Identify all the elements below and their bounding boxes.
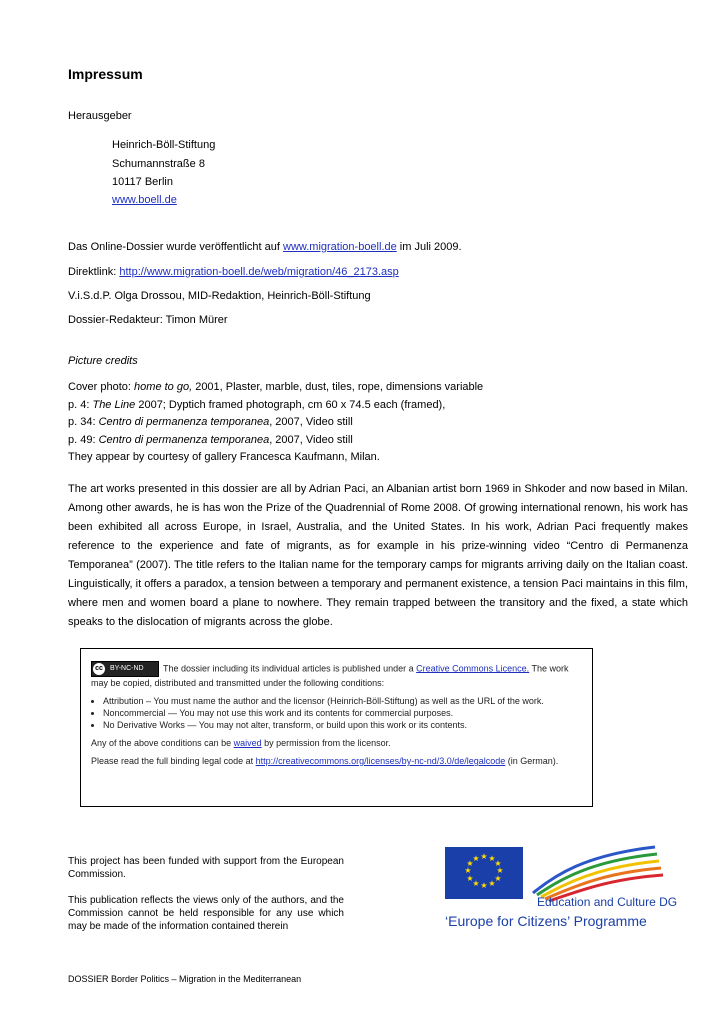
online-prefix: Das Online-Dossier wurde veröffentlicht auf (68, 241, 284, 253)
credit-line (68, 397, 483, 415)
visdp-line: V.i.S.d.P. Olga Drossou, MID-Redaktion, Heinrich-Böll-Stiftung (68, 290, 371, 302)
license-condition: • Attribution – You must name the author and the licensor (Heinrich-Böll-Stiftung) as well as the URL of the work. (103, 695, 582, 707)
svg-text:★: ★ (488, 854, 496, 863)
svg-text:★: ★ (480, 881, 488, 890)
credit-rest: , 2007, Video still (269, 433, 353, 446)
credit-line (68, 379, 483, 397)
direct-prefix: Direktlink: (68, 266, 120, 278)
eu-logo (445, 845, 685, 935)
credit-prefix: p. 34: (68, 416, 99, 428)
svg-text:★: ★ (464, 866, 472, 875)
credit-prefix: p. 4: (68, 398, 93, 411)
credit-rest: 2001, Plaster, marble, dust, tiles, rope, dimensions variable (192, 381, 484, 393)
credit-work: Centro di permanenza temporanea (98, 416, 270, 428)
online-suffix: im Juli 2009. (396, 241, 462, 253)
svg-text:★: ★ (494, 874, 502, 883)
legalcode-link[interactable]: http://creativecommons.org/licenses/by-nc-nd/3.0/de/legalcode (255, 756, 506, 766)
publisher-name: Heinrich-Böll-Stiftung (112, 139, 216, 151)
online-line (68, 240, 462, 254)
page-title: Impressum (68, 66, 143, 82)
creative-commons-link[interactable]: Creative Commons Licence. (416, 663, 530, 674)
credits-courtesy: They appear by courtesy of gallery Francesca Kaufmann, Milan. (68, 451, 380, 463)
credits-list (68, 379, 483, 467)
funding-statement: This project has been funded with support from the European Commission. (68, 856, 344, 880)
credit-rest: 2007; Dyptich framed photograph, cm 60 x 74.5 each (framed), (135, 398, 446, 411)
svg-text:★: ★ (488, 879, 496, 888)
editor-line: Dossier-Redakteur: Timon Mürer (68, 314, 228, 326)
credit-line (68, 432, 483, 450)
svg-text:★: ★ (466, 874, 474, 883)
credit-work: Centro di permanenza temporanea (98, 433, 270, 446)
license-legal: Please read the full binding legal code at http://creativecommons.org/licenses/by-nc-nd/3.0/de/legalcode (in German). (91, 756, 559, 766)
eu-programme-label: ‘Europe for Citizens’ Programme (445, 913, 647, 929)
svg-text:★: ★ (466, 859, 474, 868)
credits-heading: Picture credits (68, 355, 138, 367)
waived-link[interactable]: waived (233, 738, 262, 748)
credit-line (68, 414, 483, 432)
eu-dg-label: Education and Culture DG (537, 895, 678, 909)
svg-text:★: ★ (496, 866, 504, 875)
credit-work: home to go, (134, 381, 193, 393)
publisher-city: 10117 Berlin (112, 176, 173, 188)
svg-text:★: ★ (472, 854, 480, 863)
publisher-url-link[interactable]: www.boell.de (112, 194, 177, 206)
direct-url-link[interactable]: http://www.migration-boell.de/web/migration/46_2173.asp (119, 266, 399, 278)
publisher-street: Schumannstraße 8 (112, 158, 205, 170)
svg-text:★: ★ (494, 859, 502, 868)
svg-text:★: ★ (472, 879, 480, 888)
license-box (80, 648, 593, 807)
funding-disclaimer: This publication reflects the views only of the authors, and the Commission cannot be held responsible for any use which may be made of the information contained therein (68, 895, 344, 932)
credit-prefix: Cover photo: (68, 381, 135, 393)
credit-work: The Line (92, 398, 136, 411)
credit-rest: , 2007, Video still (269, 416, 353, 428)
credit-prefix: p. 49: (68, 433, 99, 446)
cc-license-badge-icon[interactable]: cc BY-NC-ND (91, 661, 159, 677)
online-url-link[interactable]: www.migration-boell.de (283, 241, 397, 253)
svg-text:★: ★ (480, 852, 488, 861)
license-condition: • No Derivative Works — You may not alter, transform, or build upon this work or its contents. (103, 719, 582, 731)
license-conditions (91, 695, 582, 731)
license-waive: Any of the above conditions can be waived by permission from the licensor. (91, 738, 391, 748)
page-footer: DOSSIER Border Politics – Migration in the Mediterranean (68, 974, 302, 984)
direct-line (68, 265, 399, 279)
license-intro: cc BY-NC-ND The dossier including its individual articles is published under a Creative Commons Licence. The work may be copied, distributed and transmitted under the following conditions: (91, 661, 582, 689)
about-paragraph: The art works presented in this dossier are all by Adrian Paci, an Albanian artist born 1969 in Shkoder and now based in Milan. Among other awards, he is has won the Prize of the Quadrennial of Rome 2008. Of growing international renown, his work has been exhibited all across Europe, in Israel, Australia, and the United States. In his work, Adrian Paci frequently makes reference to the experience and fate of migrants, as for example in his prize-winning video “Centro di Permanenza Temporanea” (2007). The title refers to the Italian name for the temporary camps for migrants arriving daily on the Italian coast. Linguistically, it offers a paradox, a tension between a temporary and permanent existence, a tension Paci maintains in this film, where men and women board a plane to nowhere. They remain trapped between the transitory and the fixed, a state which speaks to the dislocation of migrants across the globe. (68, 483, 688, 628)
publisher-label: Herausgeber (68, 110, 132, 122)
license-condition: • Noncommercial — You may not use this work and its contents for commercial purposes. (103, 707, 582, 719)
